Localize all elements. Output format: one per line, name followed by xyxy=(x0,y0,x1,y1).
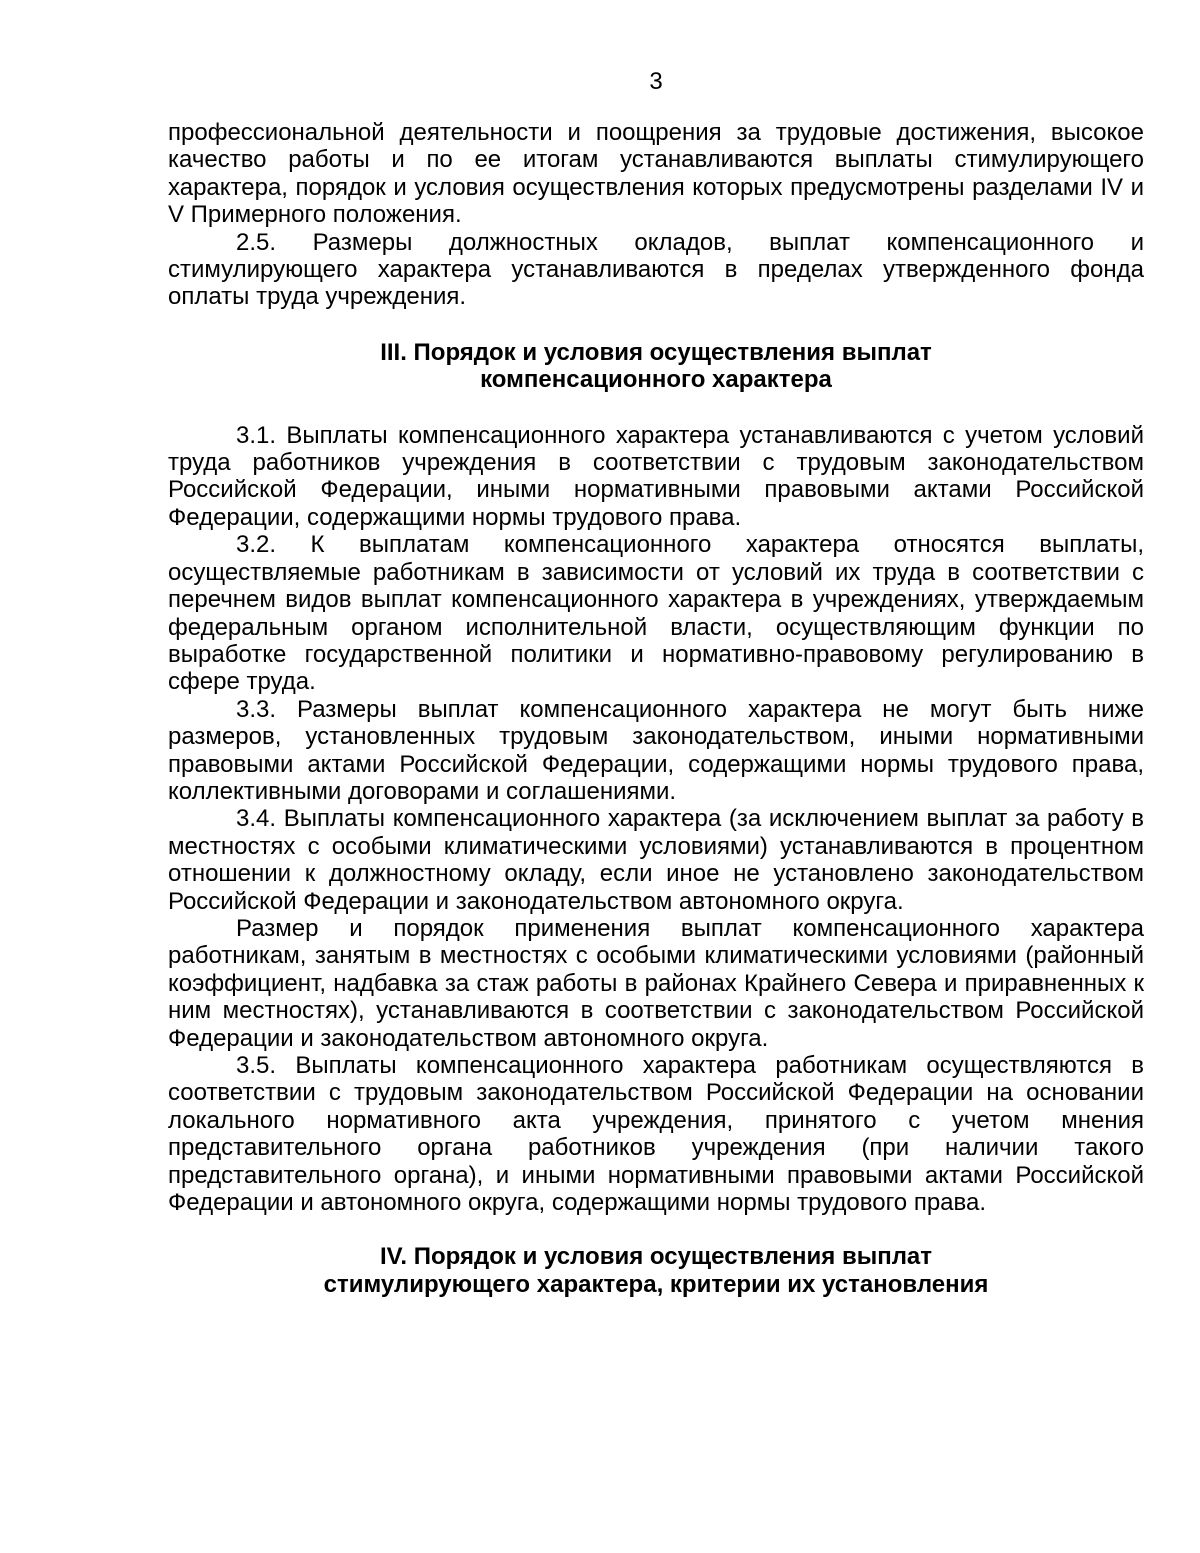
document-body xyxy=(168,119,1144,1298)
paragraph-3-5: 3.5. Выплаты компенсационного характера работникам осуществляются в соответствии с трудовым законодательством Российской Федерации на основании локального нормативного акта учреждения, принятого с учетом мнения представительного органа работников учреждения (при наличии такого представительного органа), и иными нормативными правовыми актами Российской Федерации и автономного округа, содержащими нормы трудового права. xyxy=(168,1052,1144,1217)
page-number: 3 xyxy=(649,68,663,95)
paragraph-3-1: 3.1. Выплаты компенсационного характера устанавливаются с учетом условий труда работников учреждения в соответствии с трудовым законодательством Российской Федерации, иными нормативными правовыми актами Российской Федерации, содержащими нормы трудового права. xyxy=(168,421,1144,531)
section-4-heading-line-2: стимулирующего характера, критерии их установления xyxy=(323,1270,989,1298)
paragraph-3-4: 3.4. Выплаты компенсационного характера (за исключением выплат за работу в местностях с особыми климатическими условиями) устанавливаются в процентном отношении к должностному окладу, если иное не установлено законодательством Российской Федерации и законодательством автономного округа. xyxy=(168,805,1144,915)
paragraph-3-3: 3.3. Размеры выплат компенсационного характера не могут быть ниже размеров, установленных трудовым законодательством, иными нормативными правовыми актами Российской Федерации, содержащими нормы трудового права, коллективными договорами и соглашениями. xyxy=(168,695,1144,805)
section-3-heading-line-2: компенсационного характера xyxy=(480,366,832,394)
section-4-heading xyxy=(168,1243,1144,1298)
paragraph-2-5: 2.5. Размеры должностных окладов, выплат компенсационного и стимулирующего характера устанавливаются в пределах утвержденного фонда оплаты труда учреждения. xyxy=(168,228,1144,311)
paragraph-3-2: 3.2. К выплатам компенсационного характера относятся выплаты, осуществляемые работникам в зависимости от условий их труда в соответствии с перечнем видов выплат компенсационного характера в учреждениях, утверждаемым федеральным органом исполнительной власти, осуществляющим функции по выработке государственной политики и нормативно-правовому регулированию в сфере труда. xyxy=(168,531,1144,696)
paragraph-continuation: профессиональной деятельности и поощрения за трудовые достижения, высокое качество работы и по ее итогам устанавливаются выплаты стимулирующего характера, порядок и условия осуществления которых предусмотрены разделами IV и V Примерного положения. xyxy=(168,119,1144,229)
section-3-heading-line-1: III. Порядок и условия осуществления выплат xyxy=(380,338,932,366)
paragraph-3-4-continued: Размер и порядок применения выплат компенсационного характера работникам, занятым в местностях с особыми климатическими условиями (районный коэффициент, надбавка за стаж работы в районах Крайнего Севера и приравненных к ним местностях), устанавливаются в соответствии с законодательством Российской Федерации и законодательством автономного округа. xyxy=(168,914,1144,1052)
section-4-heading-line-1: IV. Порядок и условия осуществления выплат xyxy=(379,1243,933,1271)
section-3-heading xyxy=(168,339,1144,394)
